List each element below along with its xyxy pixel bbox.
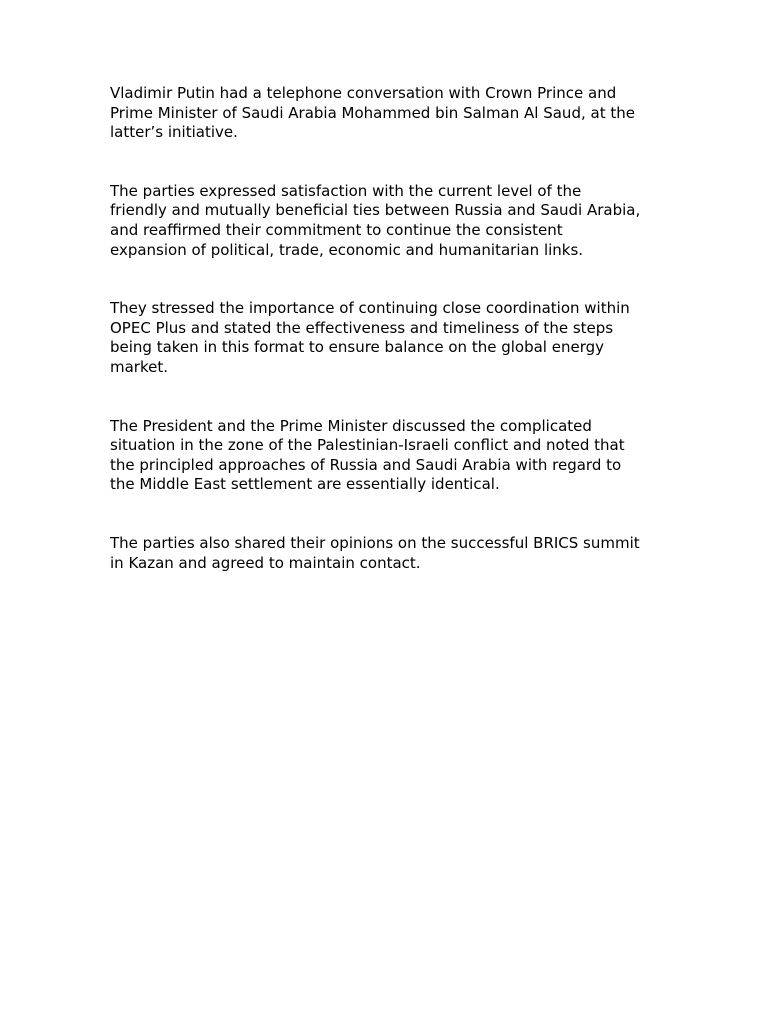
paragraph-5: The parties also shared their opinions on the successful BRICS summit in Kazan and agreed to maintain contact. — [110, 533, 640, 572]
paragraph-1: Vladimir Putin had a telephone conversation with Crown Prince and Prime Minister of Saudi Arabia Mohammed bin Salman Al Saud, at the latter’s initiative. — [110, 84, 635, 142]
paragraph-2: The parties expressed satisfaction with the current level of the friendly and mutually beneficial ties between Russia and Saudi Arabia, and reaffirmed their commitment to continue the consistent expansion of political, trade, economic and humanitarian links. — [110, 181, 641, 259]
paragraph-4: The President and the Prime Minister discussed the complicated situation in the zone of the Palestinian-Israeli conflict and noted that the principled approaches of Russia and Saudi Arabia with regard to the Middle East settlement are essentially identical. — [110, 416, 625, 494]
paragraph-3: They stressed the importance of continuing close coordination within OPEC Plus and stated the effectiveness and timeliness of the steps being taken in this format to ensure balance on the global energy market. — [110, 299, 630, 376]
document-body — [110, 84, 670, 612]
